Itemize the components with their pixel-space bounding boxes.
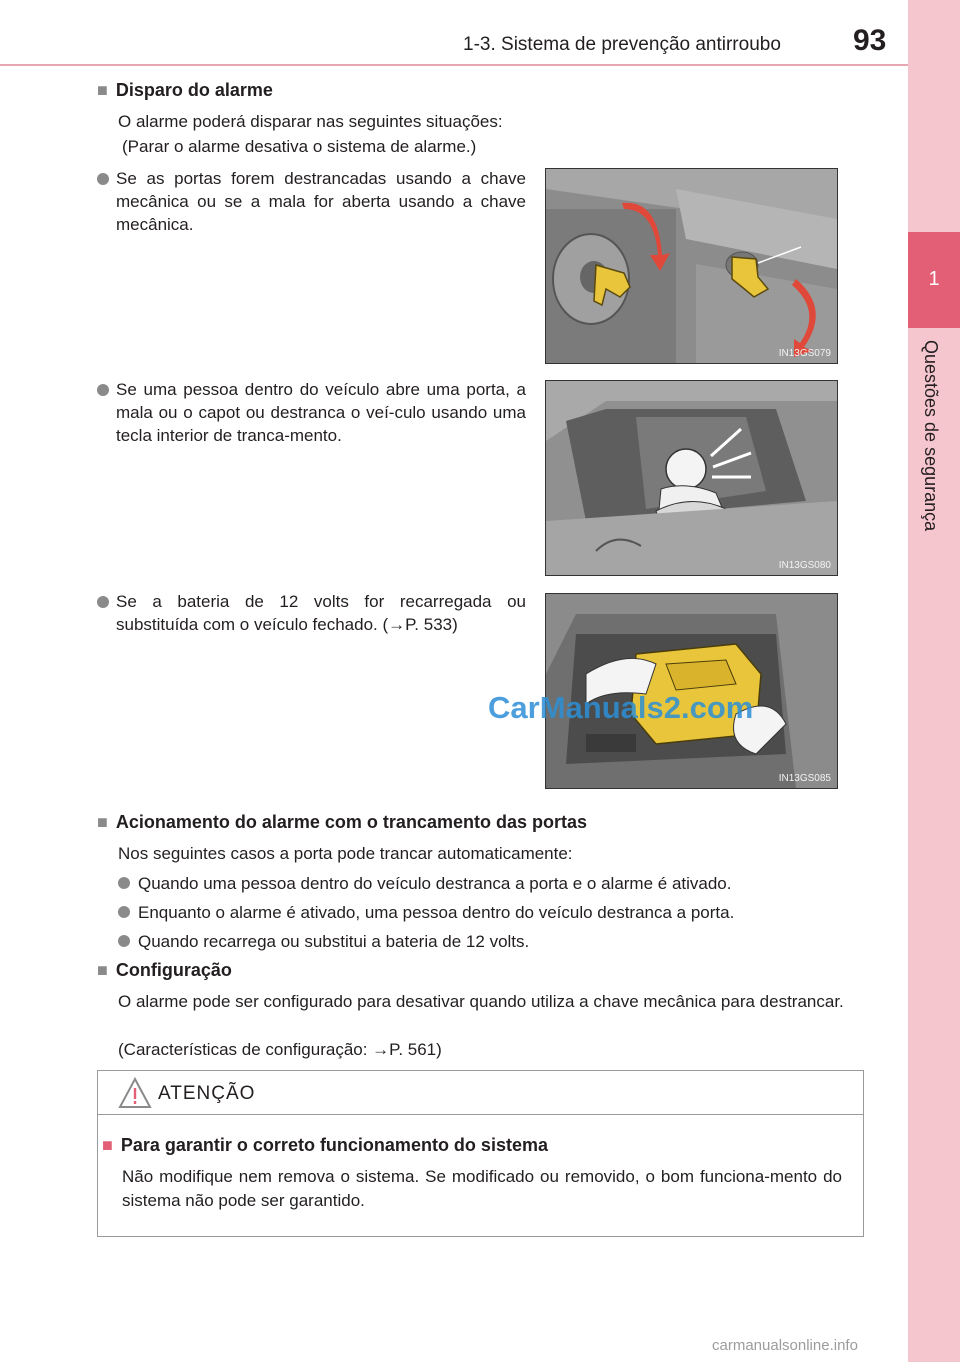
heading-text: Configuração — [115, 960, 232, 980]
header-divider — [0, 64, 908, 66]
figure-mechanical-key — [545, 168, 838, 364]
warning-triangle-icon — [118, 1077, 152, 1109]
warning-box — [97, 1070, 864, 1237]
chapter-number: 1 — [928, 268, 940, 290]
item-text: Quando recarrega ou substitui a bateria de 12 volts. — [138, 932, 530, 951]
item-text: Se uma pessoa dentro do veículo abre uma porta, a mala ou o capot ou destranca o veí-culo usando uma tecla interior de tranca-mento. — [116, 380, 526, 445]
heading-text: Acionamento do alarme com o trancamento das portas — [115, 812, 587, 832]
alarm-trigger-heading — [97, 80, 273, 101]
figure-code: IN13GS080 — [778, 560, 831, 571]
round-bullet-icon — [118, 906, 130, 918]
door-lock-item-3 — [118, 930, 529, 954]
figure-code: IN13GS085 — [778, 773, 831, 784]
round-bullet-icon — [97, 384, 109, 396]
warning-title: ATENÇÃO — [158, 1083, 256, 1104]
door-lock-heading — [97, 812, 587, 833]
page-header — [0, 0, 908, 66]
warning-heading — [102, 1135, 548, 1156]
chapter-title: Questões de segurança — [921, 340, 941, 532]
alarm-trigger-item-2 — [116, 378, 526, 447]
configuration-text: O alarme pode ser configurado para desativar quando utiliza a chave mecânica para destrancar. — [118, 992, 844, 1011]
configuration-reference: (Características de configuração: →P. 561) — [118, 1040, 442, 1059]
footer-watermark: carmanualsonline.info — [712, 1337, 858, 1354]
item-text: Se as portas forem destrancadas usando a chave mecânica ou se a mala for aberta usando a chave mecânica. — [116, 169, 526, 234]
door-lock-intro: Nos seguintes casos a porta pode trancar automaticamente: — [118, 844, 573, 863]
heading-text: Disparo do alarme — [115, 80, 273, 100]
heading-text: Para garantir o correto funcionamento do sistema — [120, 1135, 548, 1155]
configuration-heading — [97, 960, 232, 981]
round-bullet-icon — [118, 935, 130, 947]
round-bullet-icon — [97, 596, 109, 608]
item-text: Enquanto o alarme é ativado, uma pessoa dentro do veículo destranca a porta. — [138, 903, 735, 922]
page-number: 93 — [853, 24, 887, 57]
mechanical-key-illustration — [546, 169, 837, 363]
alarm-trigger-note: (Parar o alarme desativa o sistema de alarme.) — [122, 137, 477, 156]
round-bullet-icon — [118, 877, 130, 889]
chapter-side-tab — [908, 0, 960, 1362]
door-lock-item-2 — [118, 901, 734, 925]
square-bullet-icon: ■ — [97, 960, 108, 980]
section-title: 1-3. Sistema de prevenção antirroubo — [463, 34, 781, 55]
square-bullet-icon: ■ — [97, 80, 108, 100]
watermark-text: CarManuals2.com — [488, 690, 754, 725]
person-inside-car-illustration — [546, 381, 837, 575]
square-bullet-icon: ■ — [102, 1135, 113, 1155]
warning-header — [98, 1071, 863, 1115]
warning-text: Não modifique nem remova o sistema. Se modificado ou removido, o bom funciona-mento do sistema não pode ser garantido. — [122, 1167, 842, 1210]
figure-code: IN13GS079 — [778, 348, 831, 359]
alarm-trigger-item-1 — [116, 167, 526, 236]
door-lock-item-1 — [118, 872, 732, 896]
item-text: Se a bateria de 12 volts for recarregada ou substituída com o veículo fechado. (→P. 533) — [116, 592, 526, 634]
square-bullet-icon: ■ — [97, 812, 108, 832]
round-bullet-icon — [97, 173, 109, 185]
alarm-trigger-intro: O alarme poderá disparar nas seguintes situações: — [118, 112, 503, 131]
item-text: Quando uma pessoa dentro do veículo destranca a porta e o alarme é ativado. — [138, 874, 732, 893]
figure-person-inside — [545, 380, 838, 576]
alarm-trigger-item-3 — [116, 590, 526, 636]
